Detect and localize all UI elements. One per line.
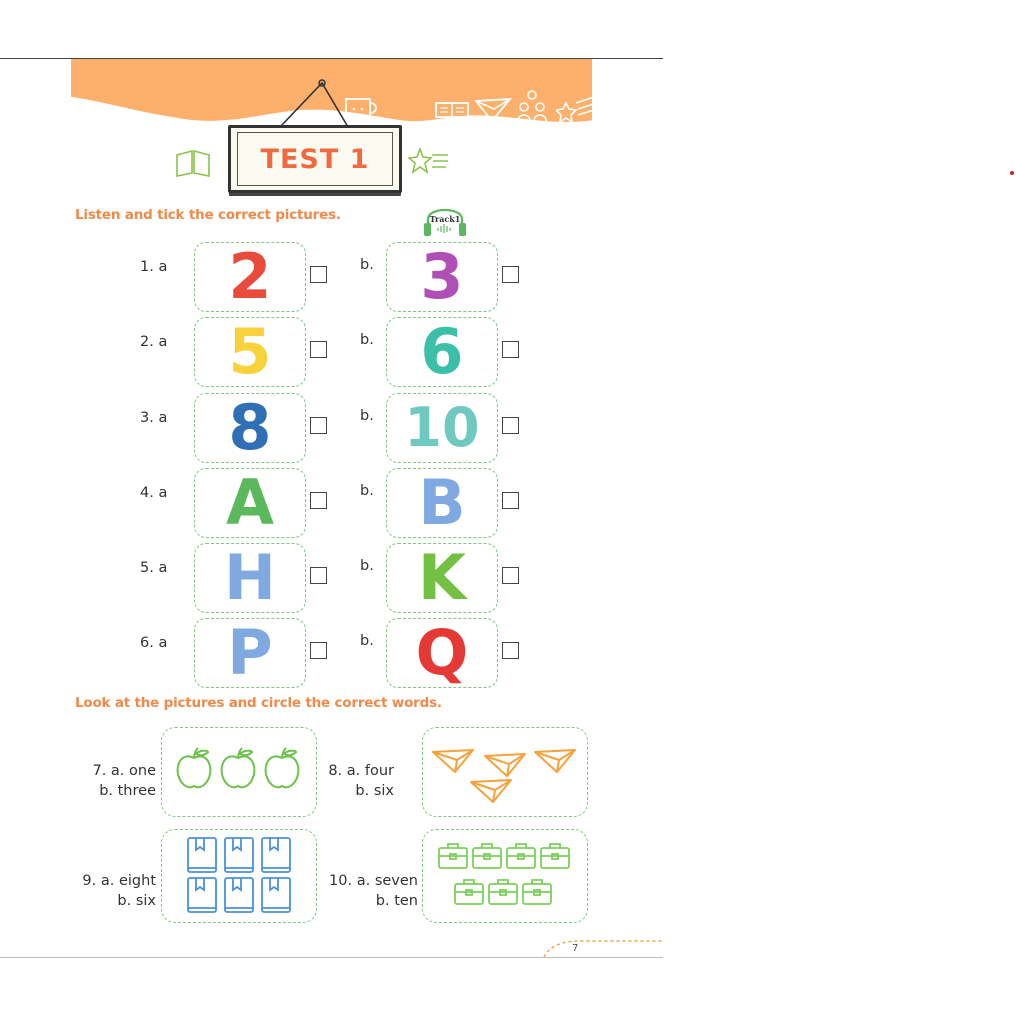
red-dot-marker <box>1010 171 1014 175</box>
open-book-icon <box>175 149 211 177</box>
picture-option-b[interactable] <box>386 618 498 688</box>
question-8-options <box>318 761 394 801</box>
apples-icon <box>162 728 316 816</box>
page-number: 7 <box>572 943 579 954</box>
picture-box-planes <box>422 727 588 817</box>
question-number: 3. a <box>140 410 168 426</box>
character-illustration: Q <box>415 616 469 689</box>
page-title: TEST 1 <box>260 143 370 175</box>
books-icon <box>162 830 316 922</box>
picture-option-b[interactable] <box>386 242 498 312</box>
tick-box-b[interactable] <box>502 341 519 358</box>
question-number: 2. a <box>140 334 168 350</box>
question-9-options <box>72 871 156 911</box>
option-b-label: b. <box>360 408 374 424</box>
picture-option-b[interactable] <box>386 543 498 613</box>
option-line[interactable]: 9. a. eight <box>82 873 156 889</box>
picture-box-apples <box>161 727 317 817</box>
picture-option-a[interactable] <box>194 242 306 312</box>
option-line[interactable]: 8. a. four <box>328 763 394 779</box>
picture-option-b[interactable] <box>386 317 498 387</box>
question-10-options <box>322 871 418 911</box>
character-illustration: H <box>224 541 276 614</box>
star-doodle-icon <box>408 147 450 177</box>
paper-planes-icon <box>423 728 587 816</box>
track-badge <box>422 199 468 239</box>
tick-box-a[interactable] <box>310 492 327 509</box>
character-illustration: 5 <box>228 315 272 388</box>
shooting-star-doodle-icon <box>556 89 614 123</box>
option-line[interactable]: 10. a. seven <box>329 873 418 889</box>
tick-box-a[interactable] <box>310 341 327 358</box>
question-number: 1. a <box>140 259 168 275</box>
question-number: 4. a <box>140 485 168 501</box>
character-illustration: P <box>227 616 273 689</box>
character-illustration: 8 <box>228 391 272 464</box>
picture-option-b[interactable] <box>386 393 498 463</box>
option-b-label: b. <box>360 483 374 499</box>
option-b-label: b. <box>360 332 374 348</box>
cup-icon <box>342 95 382 125</box>
title-board <box>228 125 402 193</box>
picture-option-a[interactable] <box>194 543 306 613</box>
option-line[interactable]: b. six <box>355 783 394 799</box>
picture-option-b[interactable] <box>386 468 498 538</box>
picture-option-a[interactable] <box>194 317 306 387</box>
footer-decoration <box>540 935 663 957</box>
character-illustration: 10 <box>404 396 480 459</box>
tick-box-b[interactable] <box>502 492 519 509</box>
paper-plane-doodle-icon <box>474 97 512 123</box>
option-b-label: b. <box>360 257 374 273</box>
character-illustration: A <box>226 466 274 539</box>
tick-box-a[interactable] <box>310 266 327 283</box>
character-illustration: 2 <box>228 240 272 313</box>
briefcases-icon <box>423 830 587 922</box>
title-board-inner <box>237 132 393 186</box>
option-line[interactable]: b. six <box>117 893 156 909</box>
tick-box-a[interactable] <box>310 417 327 434</box>
tick-box-b[interactable] <box>502 266 519 283</box>
track-label: Track1 <box>429 214 461 224</box>
option-line[interactable]: b. ten <box>375 893 418 909</box>
picture-box-briefcases <box>422 829 588 923</box>
character-illustration: 6 <box>420 315 464 388</box>
character-illustration: B <box>418 466 466 539</box>
tick-box-b[interactable] <box>502 417 519 434</box>
picture-option-a[interactable] <box>194 618 306 688</box>
picture-box-books <box>161 829 317 923</box>
tick-box-b[interactable] <box>502 642 519 659</box>
picture-option-a[interactable] <box>194 468 306 538</box>
question-number: 6. a <box>140 635 168 651</box>
question-number: 5. a <box>140 560 168 576</box>
option-line[interactable]: b. three <box>99 783 156 799</box>
option-b-label: b. <box>360 633 374 649</box>
option-b-label: b. <box>360 558 374 574</box>
tick-box-a[interactable] <box>310 642 327 659</box>
section1-heading: Listen and tick the correct pictures. <box>75 207 341 223</box>
tick-box-a[interactable] <box>310 567 327 584</box>
section2-heading: Look at the pictures and circle the correct words. <box>75 695 442 711</box>
picture-option-a[interactable] <box>194 393 306 463</box>
worksheet-page <box>0 58 663 958</box>
option-line[interactable]: 7. a. one <box>92 763 156 779</box>
people-doodle-icon <box>516 89 548 123</box>
book-doodle-icon <box>434 99 470 121</box>
character-illustration: 3 <box>420 240 464 313</box>
character-illustration: K <box>417 541 467 614</box>
question-7-options <box>76 761 156 801</box>
tick-box-b[interactable] <box>502 567 519 584</box>
